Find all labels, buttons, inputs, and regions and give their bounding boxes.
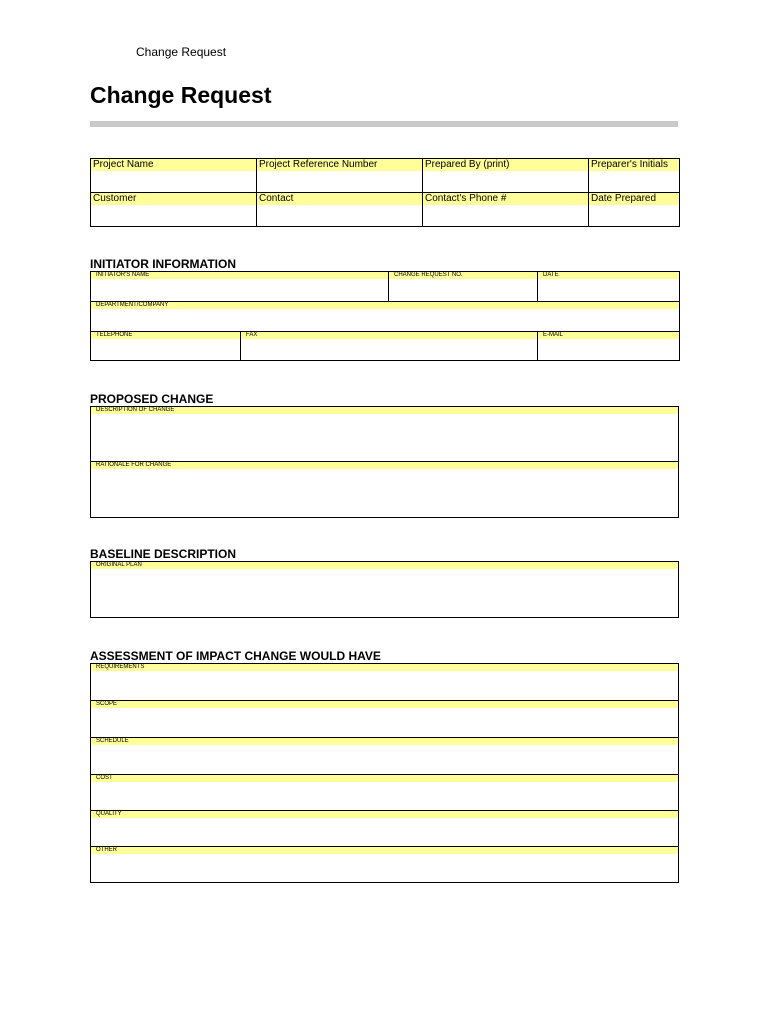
field-label: DATE (538, 272, 679, 279)
contact-phone-field[interactable] (423, 193, 589, 227)
page-title: Change Request (90, 82, 272, 108)
field-label: Preparer's Initials (589, 159, 679, 171)
field-label: Contact's Phone # (423, 193, 588, 205)
field-label: DEPARTMENT/COMPANY (91, 302, 679, 309)
field-label: OTHER (91, 847, 678, 854)
field-label: QUALITY (91, 811, 678, 818)
assessment-heading: ASSESSMENT OF IMPACT CHANGE WOULD HAVE (90, 649, 381, 663)
project-reference-field[interactable] (257, 159, 423, 193)
original-plan-field[interactable] (91, 562, 679, 618)
scope-field[interactable] (91, 701, 679, 738)
proposed-change-heading: PROPOSED CHANGE (90, 392, 214, 406)
requirements-field[interactable] (91, 664, 679, 701)
department-field[interactable] (91, 302, 680, 332)
project-overview-table (90, 158, 680, 227)
contact-field[interactable] (257, 193, 423, 227)
field-label: SCOPE (91, 701, 678, 708)
field-label: FAX (241, 332, 537, 339)
field-label: E-MAIL (538, 332, 679, 339)
date-prepared-field[interactable] (589, 193, 680, 227)
field-label: Project Name (91, 159, 256, 171)
field-label: Prepared By (print) (423, 159, 588, 171)
date-field[interactable] (538, 272, 680, 302)
initiator-table (90, 271, 680, 361)
initiator-heading: INITIATOR INFORMATION (90, 257, 236, 271)
cost-field[interactable] (91, 775, 679, 811)
field-label: REQUIREMENTS (91, 664, 678, 671)
title-divider (90, 121, 678, 127)
baseline-table (90, 561, 679, 618)
field-label: INITIATOR'S NAME (91, 272, 388, 279)
field-label: CHANGE REQUEST NO. (389, 272, 537, 279)
field-label: TELEPHONE (91, 332, 240, 339)
schedule-field[interactable] (91, 738, 679, 775)
field-label: DESCRIPTION OF CHANGE (91, 407, 678, 414)
proposed-change-table (90, 406, 679, 518)
field-label: Date Prepared (589, 193, 679, 205)
customer-field[interactable] (91, 193, 257, 227)
assessment-table (90, 663, 679, 883)
fax-field[interactable] (241, 332, 538, 361)
change-request-no-field[interactable] (389, 272, 538, 302)
field-label: ORIGINAL PLAN (91, 562, 678, 569)
field-label: Project Reference Number (257, 159, 422, 171)
field-label: RATIONALE FOR CHANGE (91, 462, 678, 469)
rationale-field[interactable] (91, 462, 679, 518)
field-label: Customer (91, 193, 256, 205)
email-field[interactable] (538, 332, 680, 361)
project-name-field[interactable] (91, 159, 257, 193)
baseline-heading: BASELINE DESCRIPTION (90, 547, 237, 561)
preparer-initials-field[interactable] (589, 159, 680, 193)
initiator-name-field[interactable] (91, 272, 389, 302)
prepared-by-field[interactable] (423, 159, 589, 193)
quality-field[interactable] (91, 811, 679, 847)
field-label: Contact (257, 193, 422, 205)
field-label: SCHEDULE (91, 738, 678, 745)
telephone-field[interactable] (91, 332, 241, 361)
other-field[interactable] (91, 847, 679, 883)
running-header: Change Request (136, 45, 227, 59)
field-label: COST (91, 775, 678, 782)
description-field[interactable] (91, 407, 679, 462)
